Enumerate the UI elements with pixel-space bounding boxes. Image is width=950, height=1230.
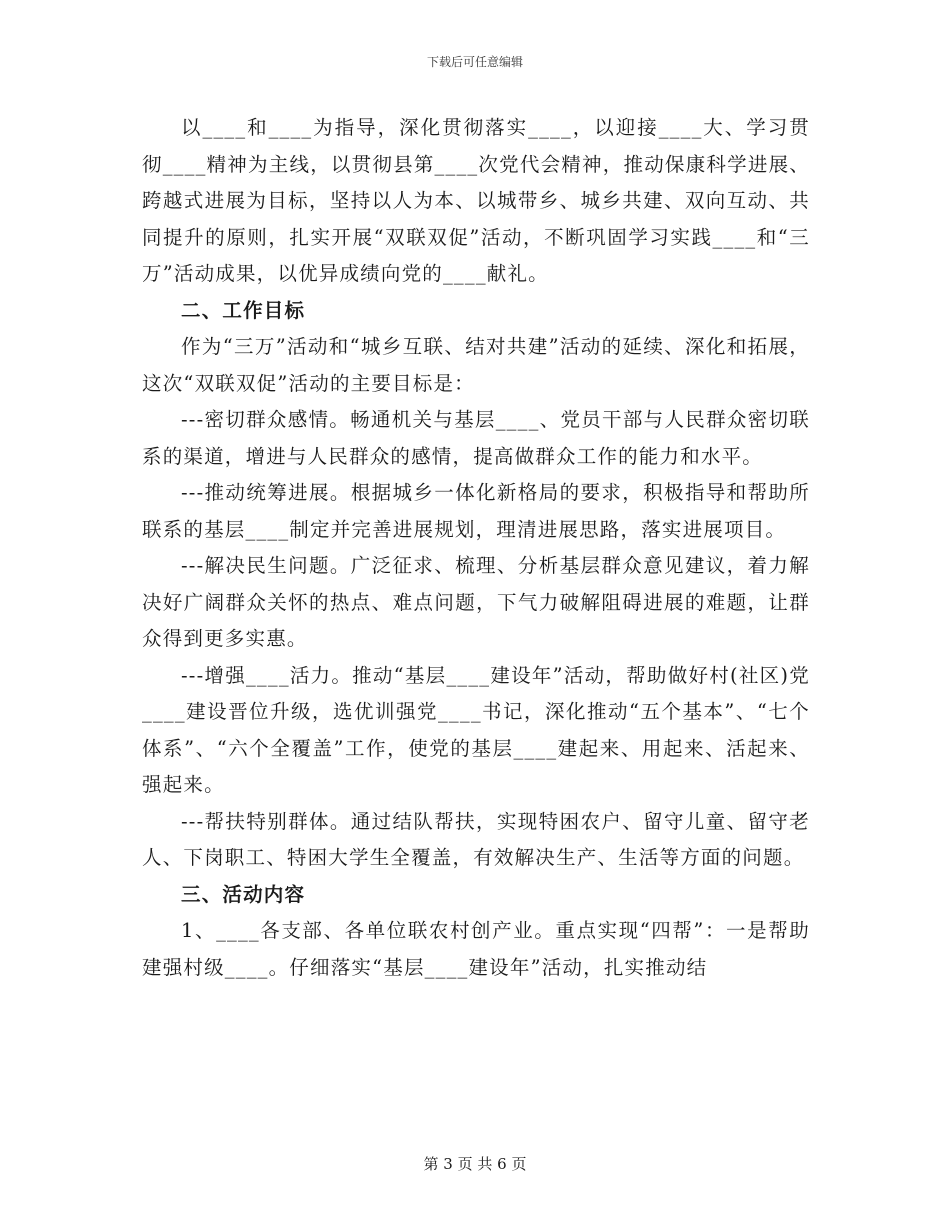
page-number: 第 3 页 共 6 页 — [423, 1155, 527, 1173]
section-heading-goals: 二、工作目标 — [181, 298, 306, 322]
intro-paragraph: 以____和____为指导，深化贯彻落实____，以迎接____大、学习贯彻____精神为主线，以贯彻县第____次党代会精神，推动保康科学进展、跨越式进展为目标，坚持以人为本、以城带乡、城乡共建、双向互动、共同提升的原则，扎实开展“双联双促”活动，不断巩固学习实践____和“三万”活动成果，以优异成绩向党的____献礼。 — [142, 116, 810, 285]
document-body — [142, 110, 810, 986]
goals-intro-paragraph: 作为“三万”活动和“城乡互联、结对共建”活动的延续、深化和拓展，这次“双联双促”活动的主要目标是： — [142, 335, 810, 395]
goal-paragraph: ---密切群众感情。畅通机关与基层____、党员干部与人民群众密切联系的渠道，增进与人民群众的感情，提高做群众工作的能力和水平。 — [142, 408, 810, 468]
page-header-note: 下载后可任意编辑 — [426, 55, 523, 69]
goal-paragraph: ---推动统筹进展。根据城乡一体化新格局的要求，积极指导和帮助所联系的基层____制定并完善进展规划，理清进展思路，落实进展项目。 — [142, 481, 810, 541]
section-heading-content: 三、活动内容 — [181, 882, 306, 906]
content-item-paragraph: 1、____各支部、各单位联农村创产业。重点实现“四帮”：一是帮助建强村级____。仔细落实“基层____建设年”活动，扎实推动结 — [142, 919, 810, 979]
goal-paragraph: ---增强____活力。推动“基层____建设年”活动，帮助做好村(社区)党____建设晋位升级，选优训强党____书记，深化推动“五个基本”、“七个体系”、“六个全覆盖”工作，使党的基层____建起来、用起来、活起来、强起来。 — [142, 663, 810, 796]
goal-paragraph: ---解决民生问题。广泛征求、梳理、分析基层群众意见建议，着力解决好广阔群众关怀的热点、难点问题，下气力破解阻碍进展的难题，让群众得到更多实惠。 — [142, 554, 810, 650]
goal-paragraph: ---帮扶特别群体。通过结队帮扶，实现特困农户、留守儿童、留守老人、下岗职工、特困大学生全覆盖，有效解决生产、生活等方面的问题。 — [142, 809, 810, 869]
